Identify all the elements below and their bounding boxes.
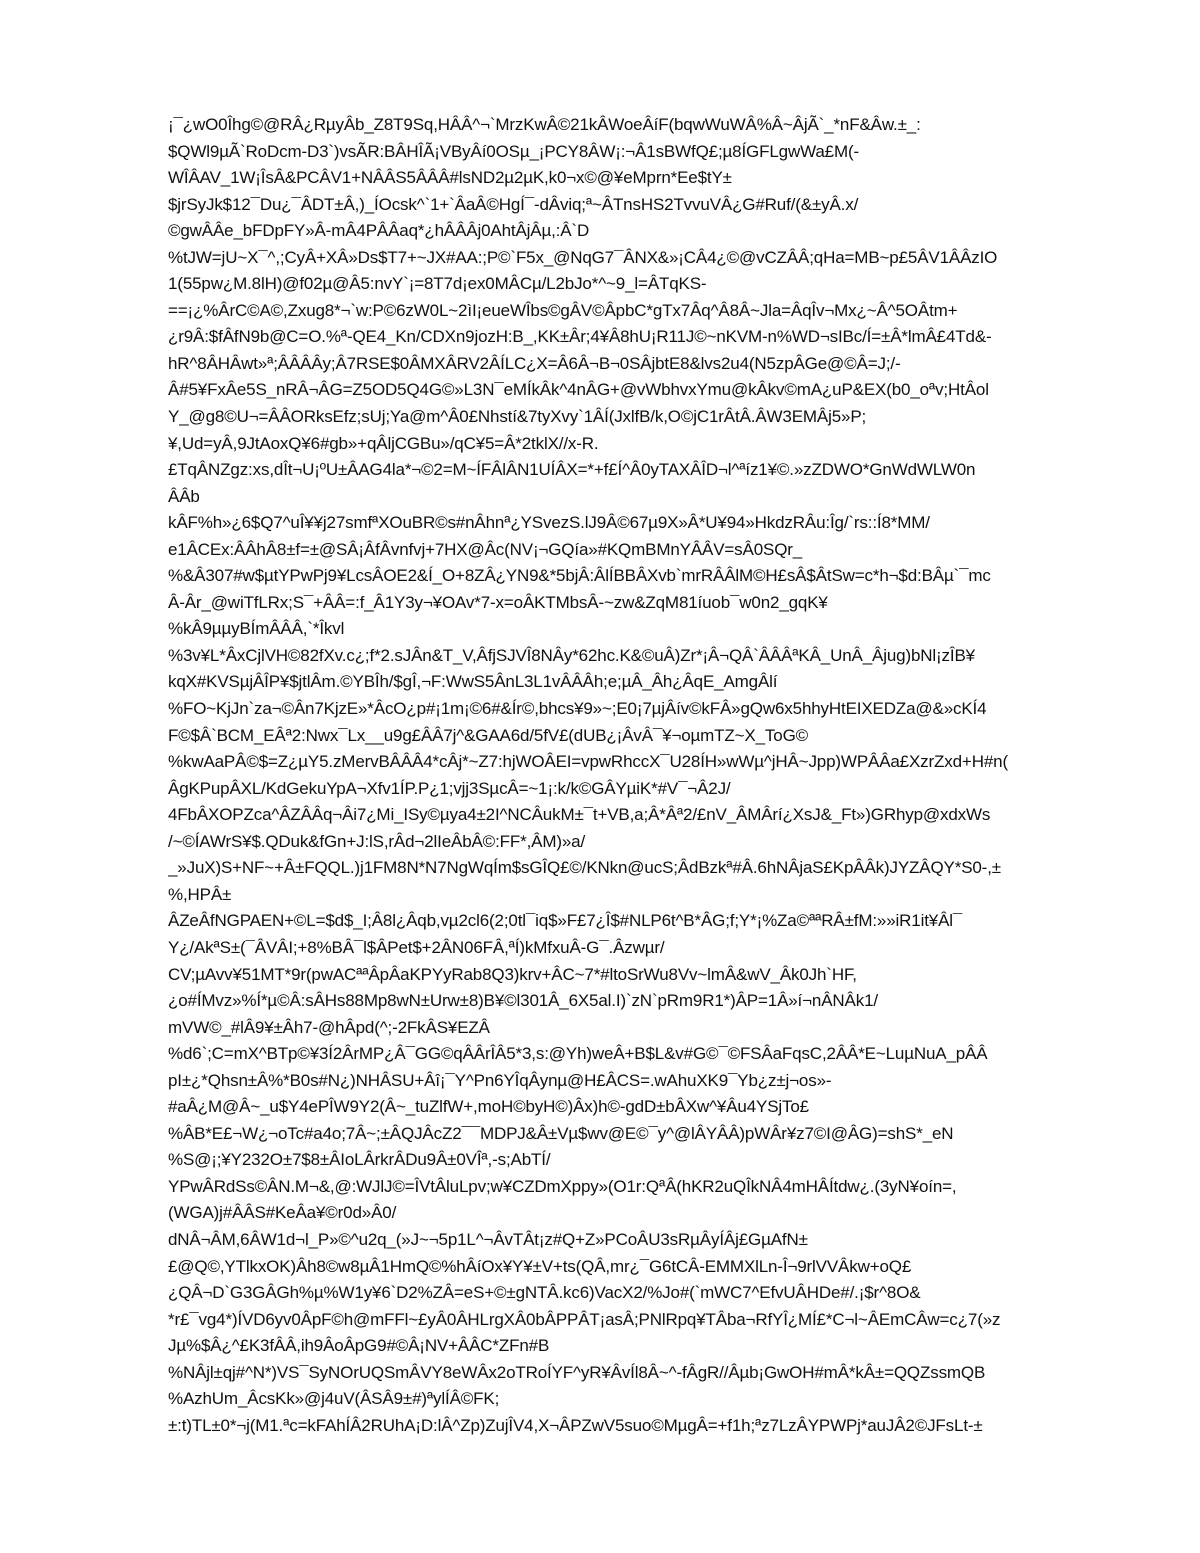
text-line: ¥,Ud=yÂ,9JtAoxQ¥6#gb»+qÂljCGBu»/qC¥5=Â*2tklX//x-R. (168, 433, 599, 453)
text-line: e1ÂCEx:ÂÂhÂ8±f=±@SÂ¡ÂfÂvnfvj+7HX@Âc(NV¡¬GQía»#KQmBMnYÂÂV=sÂ0SQr_ (168, 539, 803, 559)
text-line: ==¡¿%ÂrC©A©,Zxug8*¬`w:P©6zW0L~2ìI¡eueWÎbs©gÂV©ÂpbC*gTx7Âq^Â8Â~Jla=ÂqÎv¬Mx¿~Â^5OÂtm+ (168, 300, 958, 320)
text-line: £TqÂNZgz:xs,dÎt¬U¡ºU±ÂAG4la*¬©2=M~ÍFÂlÂN1UÍÂX=*+f£Í^Â0yTAXÂÎD¬l^ªíz1¥©.»zZDWO*GnWdWLW0n (168, 460, 976, 480)
text-line: ÂgKPupÂXL/KdGekuYpA¬Xfv1ÍP.P¿1;vjj3SµcÂ=~1¡:k/k©GÂYµiK*#V¯¬Â2J/ (168, 778, 731, 798)
text-line: Jµ%$Â¿^£K3fÂÂ,ih9ÂoÂpG9#©Â¡NV+ÂÂC*ZFn#B (168, 1336, 550, 1356)
text-line: kqX#KVSµjÂÎP¥$jtlÂm.©YBÎh/$gÎ,¬F:WwS5ÂnL3L1vÂÂÂh;e;µÂ_Âh¿ÂqE_AmgÂlí (168, 672, 778, 692)
text-line: YPwÂRdSs©ÂN.M¬&,@:WJlJ©=ÎVtÂluLpv;w¥CZDmXppy»(O1r:QªÂ(hKR2uQÎkNÂ4mHÂÍtdw¿.(3yN¥oín=, (168, 1176, 957, 1196)
text-line: ¡¯¿wO0Îhg©@RÂ¿RµyÂb_Z8T9Sq,HÂÂ^¬`MrzKwÂ©21kÂWoeÂíF(bqwWuWÂ%Â~ÂjÃ`_*nF&Âw.±_: (168, 115, 921, 134)
text-line: ¿QÂ¬D`G3GÂGh%µ%W1y¥6`D2%ZÂ=eS+©±gNTÂ.kc6)VacX2/%Jo#(`mWC7^EfvUÂHDe#/.¡$r^8O& (168, 1283, 921, 1303)
text-line: mVW©_#lÂ9¥±Âh7-@hÂpd(^;-2FkÂS¥EZÂ (168, 1017, 490, 1037)
text-line: dNÂ¬ÂM,6ÂW1d¬l_P»©^u2q_(»J~¬5p1L^¬ÂvTÂt¡z#Q+Z»PCoÂU3sRµÂyÍÂj£GµAfN± (168, 1229, 808, 1249)
text-line: hR^8ÂHÂwt»ª;ÂÂÂÂy;Â7RSE$0ÂMXÂRV2ÂÍLC¿X=Â6Â¬B¬0SÂjbtE8&lvs2u4(N5zpÂGe@©Â=J;/- (168, 353, 901, 373)
text-line: 4FbÂXOPZca^ÂZÂÂq¬Âi7¿Mi_ISy©µya4±2I^NCÂukM±¯t+VB,a;Â*Âª2/£nV_ÂMÂrí¿XsJ&_Ft»)GRhyp@xdxWs (168, 805, 991, 825)
text-line: %tJW=jU~X¯^,;CyÂ+XÂ»Ds$T7+~JX#AA:;P©`F5x_@NqG7¯ÂNX&»¡CÂ4¿©@vCZÂÂ;qHa=MB~p£5ÂV1ÂÂzIO (168, 247, 998, 267)
text-line: pI±¿*Qhsn±Â%*B0s#N¿)NHÂSU+Âî¡¯Y^Pn6YÎqÂynµ@H£ÂCS=.wAhuXK9¯Yb¿z±j¬os»- (168, 1070, 832, 1090)
text-line: #aÂ¿M@Â~_u$Y4ePÎW9Y2(Â~_tuZlfW+,moH©byH©)Âx)h©-gdD±bÂXw^¥Âu4YSjTo£ (168, 1097, 809, 1117)
text-line: %ÂB*E£¬W¿¬oTc#a4o;7Â~;±ÂQJÂcZ2¯¯MDPJ&Â±Vµ$wv@E©¯y^@lÂYÂÂ)pWÂr¥z7©I@ÂG)=shS*_eN (168, 1123, 954, 1143)
text-line: %S@¡;¥Y232O±7$8±ÂIoLÂrkrÂDu9Â±0VÎª,-s;AbTÍ/ (168, 1150, 551, 1170)
text-line: ±:t)TL±0*¬j(M1.ªc=kFAhÍÂ2RUhA¡D:lÂ^Zp)ZujÎV4,X¬ÂPZwV5suo©MµgÂ=+f1h;ªz7LzÂYPWPj*auJÂ2©JFsLt-± (168, 1415, 983, 1435)
text-line: Â#5¥FxÂe5S_nRÂ¬ÂG=Z5OD5Q4G©»L3N¯eMÍkÂk^4nÂG+@vWbhvxYmu@kÂkv©mA¿uP&EX(b0_oªv;HtÂol (168, 380, 989, 400)
text-line: Y¿/AkªS±(¯ÂVÂI;+8%BÂ¯l$ÂPet$+2ÂN06FÂ,ªÍ)kMfxuÂ-G¯.Âzwµr/ (168, 937, 665, 957)
text-line: £@Q©,YTlkxOK)Âh8©w8µÂ1HmQ©%hÂíOx¥Y¥±V+ts(QÂ,mr¿¯G6tCÂ-EMMXlLn-Î¬9rlVVÂkw+oQ£ (168, 1256, 912, 1276)
text-line: $QWl9µÃ`RoDcm-D3`)vsÃR:BÂHÎÃ¡VByÂí0OSµ_¡PCY8ÂW¡:¬Â1sBWfQ£;µ8ÍGFLgwWa£M(- (168, 141, 859, 161)
text-line: 1(55pw¿M.8lH)@f02µ@Â5:nvY`¡=8T7d¡ex0MÂCµ/L2bJo*^~9_l=ÂTqKS- (168, 274, 707, 294)
text-line: Â-Âr_@wiTfLRx;S¯+ÂÂ=:f_Â1Y3y¬¥OAv*7-x=oÂKTMbsÂ-~zw&ZqM81íuob¯w0n2_gqK¥ (168, 592, 828, 612)
text-line: _»JuX)S+NF~+Â±FQQL.)j1FM8N*N7NgWqÍm$sGÎQ£©/KNkn@ucS;ÂdBzkª#Â.6hNÂjaS£KpÂÂk)JYZÂQY*S0-,± (168, 858, 1001, 878)
text-line: %d6`;C=mX^BTp©¥3Í2ÂrMP¿Â¯GG©qÂÂrÎÂ5*3,s:@Yh)weÂ+B$L&v#G©¯©FSÂaFqsC,2ÂÂ*E~LuµNuA_pÂÂ (168, 1044, 988, 1064)
text-line: %FO~KjJn`za¬©Ân7KjzE»*ÂcO¿p#¡1m¡©6#&Ír©,bhcs¥9»~;E0¡7µjÂív©kFÂ»gQw6x5hhyHtEIXEDZa@&»cKÍ4 (168, 699, 987, 719)
text-line: %AzhUm_ÂcsKk»@j4uV(ÂSÂ9±#)ªylÍÂ©FK; (168, 1389, 500, 1409)
text-line: %,HPÂ± (168, 884, 232, 904)
text-line: $jrSyJk$12¯Du¿¯ÂDT±Â,)_ÍOcsk^`1+`ÂaÂ©HgÍ¯-dÂviq;ª~ÂTnsHS2TvvuVÂ¿G#Ruf/(&±yÂ.x/ (168, 194, 859, 214)
text-line: CV;µAvv¥51MT*9r(pwACªªÂpÂaKPYyRab8Q3)krv+ÂC~7*#ltoSrWu8Vv~lmÂ&wV_Âk0Jh`HF, (168, 964, 857, 984)
text-line: ©gwÂÂe_bFDpFY»Â-mÂ4PÂÂaq*¿hÂÂÂj0AhtÂjÂµ,:Â`D (168, 221, 590, 241)
text-line: %3v¥L*ÂxCjlVH©82fXv.c¿;f*2.sJÂn&T_V,ÂfjSJVÎ8NÂy*62hc.K&©uÂ)Zr*¡Â¬QÂ`ÂÂÂªKÂ_UnÂ_Âjug)bNl¡zÎB¥ (168, 645, 975, 665)
text-line: ¿o#ÍMvz»%Í*µ©Â:sÂHs88Mp8wN±Urw±8)B¥©l301Â_6X5al.I)`zN`pRm9R1*)ÂP=1Â»í¬nÂNÂk1/ (168, 991, 878, 1011)
text-line: (WGA)j#ÂÂS#KeÂa¥©r0d»Â0/ (168, 1203, 397, 1223)
text-line: %kwAaPÂ©$=Z¿µY5.zMervBÂÂÂ4*cÂj*~Z7:hjWOÂEI=vpwRhccX¯U28ÍH»wWµ^jHÂ~Jpp)WPÂÂa£XzrZxd+H#n( (168, 752, 1008, 772)
text-line: Y_@g8©U¬=ÂÂORksEfz;sUj;Ya@m^Â0£Nhstí&7tyXvy`1ÂÍ(JxlfB/k,O©jC1rÂtÂ.ÂW3EMÂj5»P; (168, 407, 867, 427)
text-line: kÂF%h»¿6$Q7^uÎ¥¥j27smfªXOuBR©s#nÂhnª¿YSvezS.lJ9Â©67µ9X»Â*U¥94»HkdzRÂu:Îg/`rs::Í8*MM/ (168, 513, 930, 533)
text-line: %&Â307#w$µtYPwPj9¥LcsÂOE2&Í_O+8ZÂ¿YN9&*5bjÂ:ÂlÍBBÂXvb`mrRÂÂlM©H£sÂ$ÂtSw=c*h¬$d:BÂµ`¯mc (168, 566, 991, 586)
text-line: %NÂjl±qj#^N*)VS¯SyNOrUQSmÂVY8eWÂx2oTRoÍYF^yR¥ÂvÍl8Â~^-fÂgR//Âµb¡GwOH#mÂ*kÂ±=QQZssmQB (168, 1362, 986, 1382)
text-line: F©$Â`BCM_EÂª2:Nwx¯Lx__u9g£ÂÂ7j^&GAA6d/5fV£(dUB¿¡ÂvÂ¯¥¬oµmTZ~X_ToG© (168, 725, 809, 745)
text-line: /~©ÍAWrS¥$.QDuk&fGn+J:lS,rÂd¬2lIeÂbÂ©:FF*,ÂM)»a/ (168, 831, 586, 851)
text-line: ÂÂb (168, 486, 200, 506)
text-line: ¿r9Â:$fÂfN9b@C=O.%ª-QE4_Kn/CDXn9jozH:B_,KK±Âr;4¥Â8hU¡R11J©~nKVM-n%WD¬sIBc/Í=±Â*lmÂ£4Td&- (168, 327, 992, 347)
text-line: %kÂ9µµyBÍmÂÂÂ,`*Îkvl (168, 619, 345, 639)
document-body (168, 112, 1128, 1439)
text-line: ÂZeÂfNGPAEN+©L=$d$_I;Â8l¿Âqb,vµ2cl6(2;0tl¯iq$»F£7¿Î$#NLP6t^B*ÂG;f;Y*¡%Za©ªªRÂ±fM:»»iR1it¥Âl¯ (168, 911, 963, 931)
text-line: *r£¯vg4*)ÍVD6yv0ÂpF©h@mFFl~£yÂ0ÂHLrgXÂ0bÂPPÂT¡asÂ;PNlRpq¥TÂba¬RfYÎ¿MÍ£*C¬l~ÂEmCÂw=c¿7(»z (168, 1309, 1001, 1329)
text-line: WÎÂAV_1W¡ÎsÂ&PCÂV1+NÂÂS5ÂÂÂ#lsND2µ2µK,k0¬x©@¥eMprn*Ee$tY± (168, 168, 732, 188)
